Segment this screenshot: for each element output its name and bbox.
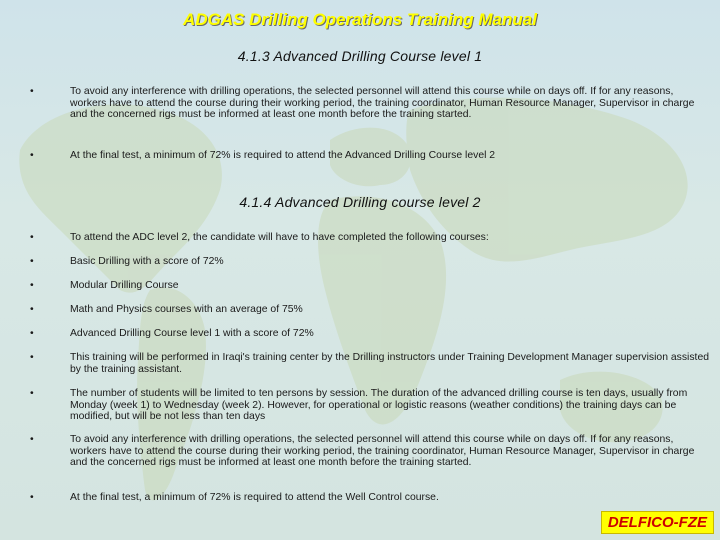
list-item-text: This training will be performed in Iraqi's training center by the Drilling instructors under Training Development Manager supervision assisted by the training assistant. (70, 352, 709, 375)
list-item-text: Advanced Drilling Course level 1 with a score of 72% (70, 328, 314, 339)
list-item-text: Math and Physics courses with an average of 75% (70, 304, 303, 315)
list-item-text: To avoid any interference with drilling operations, the selected personnel will attend this course while on days off. If for any reasons, workers have to attend the course during their working period, the training coordinator, Human Resource Manager, Supervisor in charge and the concerned rigs must be informed at least one month before the training started. (70, 434, 695, 469)
list-item-text: At the final test, a minimum of 72% is required to attend the Well Control course. (70, 492, 439, 503)
list-item-text: The number of students will be limited to ten persons by session. The duration of the advanced drilling course is ten days, usually from Monday (week 1) to Wednesday (week 2). However, for operational or logistic reasons (weather conditions) the training days can be modified, but will be not less than ten days (70, 388, 688, 423)
bullet-icon: • (30, 256, 34, 267)
page-title: ADGAS Drilling Operations Training Manual (183, 10, 537, 29)
bullet-icon: • (30, 328, 34, 339)
list-item-text: To avoid any interference with drilling operations, the selected personnel will attend this course while on days off. If for any reasons, workers have to attend the course during their working period, the training coordinator, Human Resource Manager, Supervisor in charge and the concerned rigs must be informed at least one month before the training started. (70, 86, 695, 121)
bullet-icon: • (30, 434, 34, 445)
bullet-icon: • (30, 388, 34, 399)
section-heading-4-1-4: 4.1.4 Advanced Drilling course level 2 (239, 194, 481, 210)
list-item-text: To attend the ADC level 2, the candidate will have to have completed the following courses: (70, 232, 489, 243)
bullet-icon: • (30, 304, 34, 315)
section-heading-4-1-3: 4.1.3 Advanced Drilling Course level 1 (237, 48, 483, 64)
bullet-icon: • (30, 492, 34, 503)
bullet-icon: • (30, 232, 34, 243)
list-item-text: Basic Drilling with a score of 72% (70, 256, 224, 267)
brand-footer-logo: DELFICO-FZE (601, 511, 714, 534)
bullet-icon: • (30, 86, 34, 97)
list-item-text: Modular Drilling Course (70, 280, 179, 291)
bullet-icon: • (30, 280, 34, 291)
bullet-icon: • (30, 352, 34, 363)
bullet-icon: • (30, 150, 34, 161)
list-item-text: At the final test, a minimum of 72% is required to attend the Advanced Drilling Course level 2 (70, 150, 496, 161)
